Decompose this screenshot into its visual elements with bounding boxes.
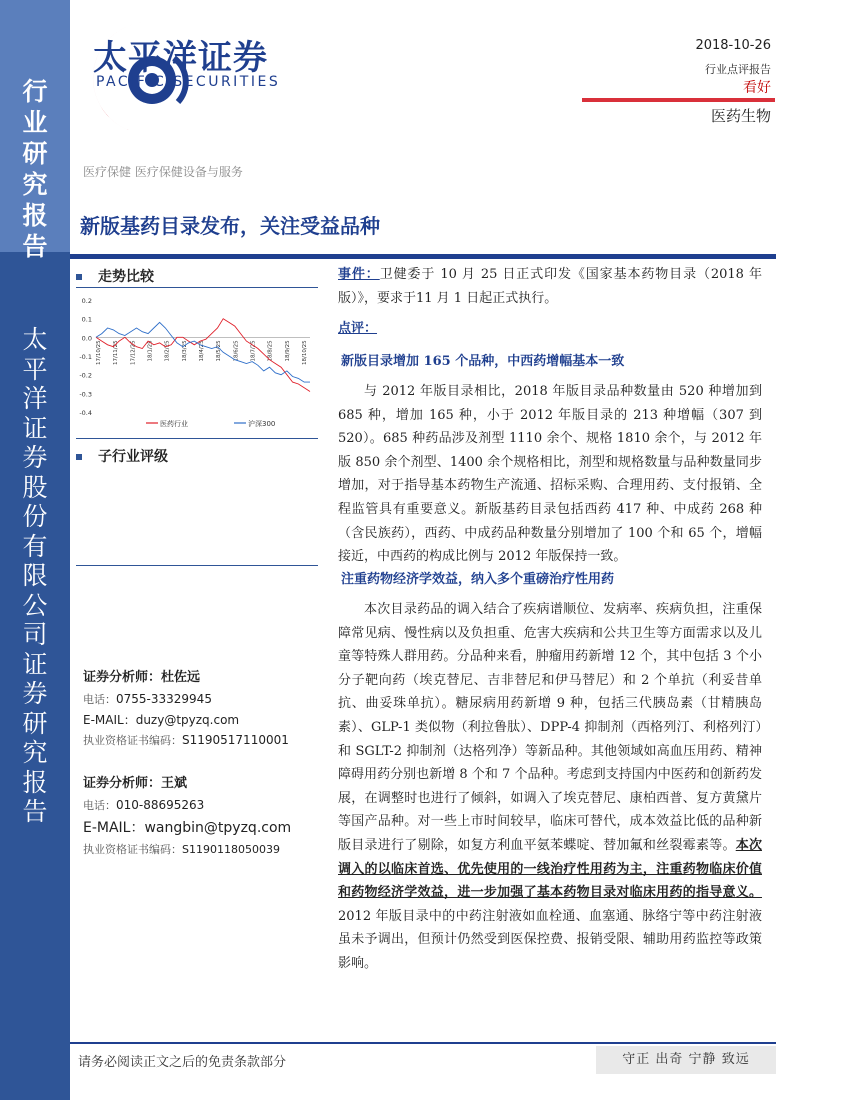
analyst-card-2 [83, 772, 291, 857]
section-divider [76, 438, 318, 439]
paragraph-2 [338, 598, 762, 976]
subrating-heading-label: 子行业评级 [98, 449, 168, 465]
y-tick-label: -0.3 [79, 390, 92, 399]
x-tick-label: 18/8/25 [267, 340, 274, 362]
side-label-char: 限 [22, 561, 48, 590]
analyst-role: 证券分析师： [83, 670, 162, 685]
side-label-report-type [0, 76, 70, 262]
x-tick-label: 17/12/25 [130, 340, 137, 366]
x-tick-label: 18/4/25 [199, 340, 205, 362]
title-divider [70, 254, 776, 259]
side-label-char: 报 [22, 767, 48, 797]
report-date: 2018-10-26 [695, 38, 771, 53]
x-tick-label: 17/11/25 [113, 340, 120, 366]
side-label-company [0, 325, 70, 827]
y-tick-label: -0.4 [79, 409, 92, 417]
subrating-heading [76, 446, 168, 466]
x-tick-label: 18/9/25 [284, 340, 291, 362]
report-type: 行业点评报告 [705, 63, 771, 76]
side-label-char: 究 [22, 738, 48, 767]
side-label-char: 证 [22, 413, 48, 443]
side-label-char: 告 [22, 797, 48, 826]
y-tick-label: -0.1 [79, 353, 92, 361]
email-label: E-MAIL： [83, 820, 145, 836]
analyst-card-1 [83, 666, 289, 748]
section-divider [76, 287, 318, 288]
analyst-cert: S1190517110001 [182, 733, 289, 747]
side-label-char: 告 [22, 232, 48, 261]
analyst-name: 王斌 [161, 776, 188, 791]
y-tick-label: 0.2 [81, 297, 92, 305]
x-tick-label: 18/2/25 [164, 340, 171, 362]
paragraph-1: 与 2012 年版目录相比，2018 年版目录品种数量由 520 种增加到 685 种，增加 165 种，小于 2012 年版目录的 213 种增幅（307 到 520）。685 种药品涉及剂型 1110 余个、规格 1810 余个，与 2012 年版 850 余个剂型、1400 余个规格相比，剂型和规格数量与品种数量同步增加，对于指导基本药物生产流通、招标采购、合理用药、支付报销、全程监管具有重要意义。新版基药目录包括西药 417 种、中成药 268 种（含民族药），西药、中成药品种数量分别增加了 100 个和 65 个，增幅接近，中西药的构成比例与 2012 年版保持一致。 [338, 384, 762, 565]
side-label-char: 券 [22, 679, 48, 708]
side-label-char: 司 [22, 620, 48, 649]
side-label-char: 股 [22, 472, 48, 502]
trend-heading-label: 走势比较 [98, 269, 154, 285]
side-label-char: 太 [22, 325, 48, 354]
subheading-2: 注重药物经济学效益，纳入多个重磅治疗性用药 [341, 572, 615, 587]
y-tick-label: 0.1 [81, 315, 92, 324]
logo-english-name: PACIFIC SECURITIES [96, 74, 281, 90]
x-tick-label: 18/3/25 [181, 340, 188, 362]
x-tick-label: 18/10/25 [302, 340, 308, 366]
side-label-char: 洋 [22, 384, 48, 413]
phone-label: 电话： [83, 799, 116, 812]
legend-label: 沪深300 [248, 420, 276, 428]
subheading-1: 新版目录增加 165 个品种，中西药增幅基本一致 [341, 354, 625, 369]
side-label-char: 究 [22, 170, 48, 199]
paragraph-2-emphasis: 本次调入的以临床首选、优先使用的一线治疗性用药为主，注重药物临床价值和药物经济学效益，进一步加强了基本药物目录对临床用药的指导意义。 [338, 837, 762, 901]
side-label-char: 研 [22, 139, 48, 168]
legend-label: 医药行业 [160, 420, 188, 428]
breadcrumb: 医疗保健 医疗保健设备与服务 [83, 165, 243, 179]
side-label-char: 报 [22, 201, 48, 230]
x-tick-label: 17/10/25 [96, 340, 102, 366]
email-label: E-MAIL： [83, 713, 136, 727]
sector-label: 医药生物 [710, 107, 771, 125]
section-divider [76, 565, 318, 566]
side-label-char: 平 [22, 354, 48, 384]
side-label-char: 行 [22, 77, 48, 106]
cert-label: 执业资格证书编码： [83, 734, 182, 747]
event-keyword: 事件： [338, 267, 380, 282]
side-label-char: 公 [22, 590, 48, 620]
y-tick-label: 0.0 [81, 334, 92, 343]
header-red-divider [582, 98, 775, 102]
analyst-email[interactable]: duzy@tpyzq.com [135, 713, 240, 727]
side-label-char: 有 [22, 531, 48, 561]
footer-divider [70, 1042, 776, 1044]
x-tick-label: 18/5/25 [216, 340, 223, 362]
trend-chart [74, 292, 318, 434]
side-label-char: 证 [22, 649, 48, 679]
cert-label: 执业资格证书编码： [83, 843, 182, 856]
paragraph-2-tail: 2012 年版目录中的中药注射液如血栓通、血塞通、脉络宁等中药注射液虽未予调出，但预计仍然受到医保控费、报销受限、辅助用药监控等政策影响。 [338, 908, 762, 971]
page-title: 新版基药目录发布，关注受益品种 [80, 214, 380, 238]
analyst-cert: S1190118050039 [182, 843, 280, 856]
y-tick-label: -0.2 [79, 371, 92, 380]
analyst-email[interactable]: wangbin@tpyzq.com [144, 820, 292, 836]
comment-keyword: 点评： [338, 321, 378, 336]
analyst-role: 证券分析师： [83, 776, 162, 791]
event-paragraph [338, 263, 762, 310]
event-text: 卫健委于 10 月 25 日正式印发《国家基本药物目录（2018 年版）》，要求于11 月 1 日起正式执行。 [338, 267, 762, 306]
phone-label: 电话： [83, 693, 116, 706]
trend-heading [76, 266, 154, 286]
rating-badge: 看好 [743, 80, 771, 96]
side-label-char: 研 [22, 708, 48, 738]
side-label-char: 券 [22, 443, 48, 472]
analyst-phone: 0755-33329945 [116, 692, 212, 706]
side-label-char: 业 [22, 108, 48, 137]
x-tick-label: 18/7/25 [250, 340, 257, 362]
analyst-phone: 010-88695263 [116, 798, 205, 812]
x-tick-label: 18/6/25 [233, 340, 240, 362]
disclaimer-notice: 请务必阅读正文之后的免责条款部分 [78, 1055, 287, 1070]
square-bullet-icon [76, 274, 82, 280]
logo-chinese-name: 太平洋证券 [93, 38, 268, 78]
x-tick-label: 18/1/25 [147, 340, 154, 362]
analyst-name: 杜佐远 [161, 670, 201, 685]
side-label-char: 份 [22, 502, 48, 531]
square-bullet-icon [76, 454, 82, 460]
company-motto: 守正 出奇 宁静 致远 [596, 1046, 776, 1074]
comment-label [338, 317, 762, 341]
paragraph-2-text: 本次目录药品的调入结合了疾病谱顺位、发病率、疾病负担，注重保障常见病、慢性病以及负担重、危害大疾病和公共卫生等方面需求以及儿童等特殊人群用药。分品种来看，肿瘤用药新增 12 个，其中包括 3 个小分子靶向药（埃克替尼、吉非替尼和伊马替尼）和 2 个单抗（利妥昔单抗、曲妥珠单抗）。糖尿病用药新增 9 种，包括三代胰岛素（甘精胰岛素）、GLP-1 类似物（利拉鲁肽）、DPP-4 抑制剂（西格列汀、利格列汀）和 SGLT-2 抑制剂（达格列净）等新品种。其他领域如高血压用药、精神障碍用药分别也新增 8 个和 7 个品种。考虑到支持国内中医药和创新药发展，在调整时也进行了倾斜，如调入了埃克替尼、康柏西普、复方黄黛片等国产品种。对一些上市时间较早，临床可替代，成本效益比低的品种新版目录进行了剔除，如复方利血平氨苯蝶啶、替加氟和丝裂霉素等。 [338, 602, 762, 853]
